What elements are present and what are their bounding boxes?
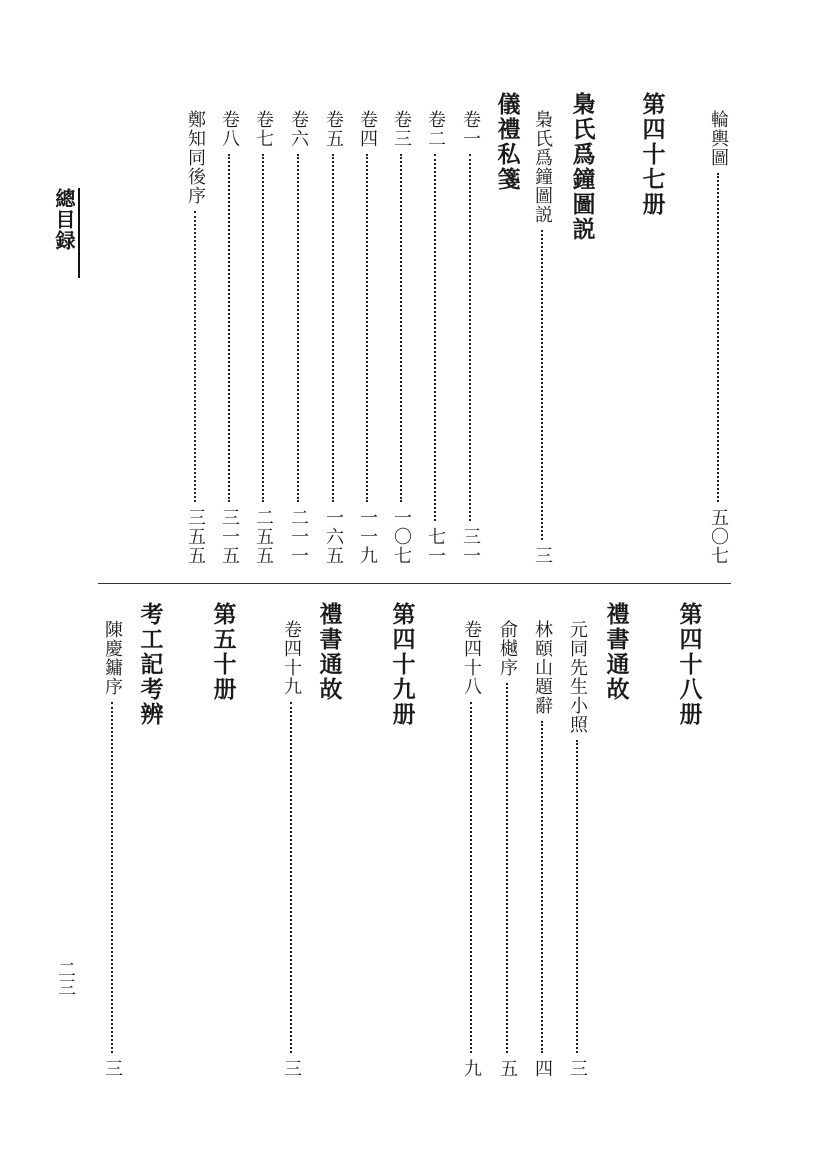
entry-label: 卷六	[288, 110, 309, 148]
entry-label: 卷四	[357, 110, 378, 148]
toc-entry	[214, 110, 244, 565]
work-title: 梟氏爲鐘圖説	[568, 92, 595, 242]
toc-entry	[527, 620, 557, 1078]
section-divider	[98, 583, 731, 584]
entry-page: 三一五	[219, 508, 240, 565]
dot-leader	[366, 154, 368, 502]
entry-page: 一六五	[323, 508, 344, 565]
toc-entry	[703, 110, 733, 565]
entry-label: 卷二	[425, 110, 446, 148]
toc-entry	[527, 110, 557, 565]
entry-page: 九	[461, 1059, 482, 1078]
entry-page: 三	[567, 1059, 588, 1078]
work-title: 考工記考辨	[136, 602, 163, 727]
dot-leader	[111, 702, 113, 1053]
entry-page: 一〇七	[391, 508, 412, 565]
entry-label: 陳慶鏞序	[102, 620, 123, 696]
entry-label: 卷五	[323, 110, 344, 148]
toc-entry	[562, 620, 592, 1078]
entry-label: 林頤山題辭	[532, 620, 553, 715]
entry-page: 一一九	[357, 508, 378, 565]
entry-page: 三一	[460, 527, 481, 565]
dot-leader	[194, 211, 196, 502]
toc-entry	[283, 110, 313, 565]
dot-leader	[469, 154, 471, 521]
toc-entry	[180, 110, 210, 565]
toc-entry	[455, 110, 485, 565]
dot-leader	[470, 702, 472, 1053]
toc-entry	[492, 620, 522, 1078]
toc-entry	[318, 110, 348, 565]
work-title: 禮書通故	[602, 602, 629, 702]
entry-page: 五	[497, 1059, 518, 1078]
entry-page: 三	[102, 1059, 123, 1078]
entry-label: 卷八	[219, 110, 240, 148]
dot-leader	[332, 154, 334, 502]
entry-label: 卷四十八	[461, 620, 482, 696]
toc-entry	[352, 110, 382, 565]
dot-leader	[717, 173, 719, 502]
toc-entry	[276, 620, 306, 1078]
entry-label: 卷四十九	[281, 620, 302, 696]
toc-entry	[386, 110, 416, 565]
dot-leader	[262, 154, 264, 502]
entry-label: 梟氏爲鐘圖説	[532, 110, 553, 224]
entry-label: 卷七	[253, 110, 274, 148]
work-title: 儀禮私箋	[493, 92, 520, 192]
entry-page: 五〇七	[708, 508, 729, 565]
folio-page-number: 二三	[55, 960, 76, 996]
volume-heading: 第五十册	[209, 602, 236, 702]
toc-entry	[420, 110, 450, 565]
toc-entry	[97, 620, 127, 1078]
toc-entry	[248, 110, 278, 565]
dot-leader	[290, 702, 292, 1053]
entry-page: 三五五	[185, 508, 206, 565]
dot-leader	[541, 721, 543, 1053]
dot-leader	[400, 154, 402, 502]
entry-page: 三	[532, 546, 553, 565]
entry-label: 卷一	[460, 110, 481, 148]
volume-heading: 第四十八册	[675, 602, 702, 727]
dot-leader	[541, 230, 543, 540]
volume-heading: 第四十七册	[638, 92, 665, 217]
entry-page: 四	[532, 1059, 553, 1078]
running-head	[54, 188, 80, 278]
entry-label: 鄭知同後序	[185, 110, 206, 205]
toc-entry	[456, 620, 486, 1078]
entry-label: 元同先生小照	[567, 620, 588, 734]
dot-leader	[228, 154, 230, 502]
entry-page: 二五五	[253, 508, 274, 565]
entry-label: 俞樾序	[497, 620, 518, 677]
dot-leader	[506, 683, 508, 1053]
entry-page: 七一	[425, 527, 446, 565]
dot-leader	[297, 154, 299, 502]
entry-label: 輪輿圖	[708, 110, 729, 167]
work-title: 禮書通故	[315, 602, 342, 702]
entry-label: 卷三	[391, 110, 412, 148]
running-head-title: 總目録	[52, 188, 76, 251]
entry-page: 二一一	[288, 508, 309, 565]
running-head-rule	[78, 188, 80, 278]
entry-page: 三	[281, 1059, 302, 1078]
volume-heading: 第四十九册	[388, 602, 415, 727]
dot-leader	[434, 154, 436, 521]
dot-leader	[576, 740, 578, 1053]
